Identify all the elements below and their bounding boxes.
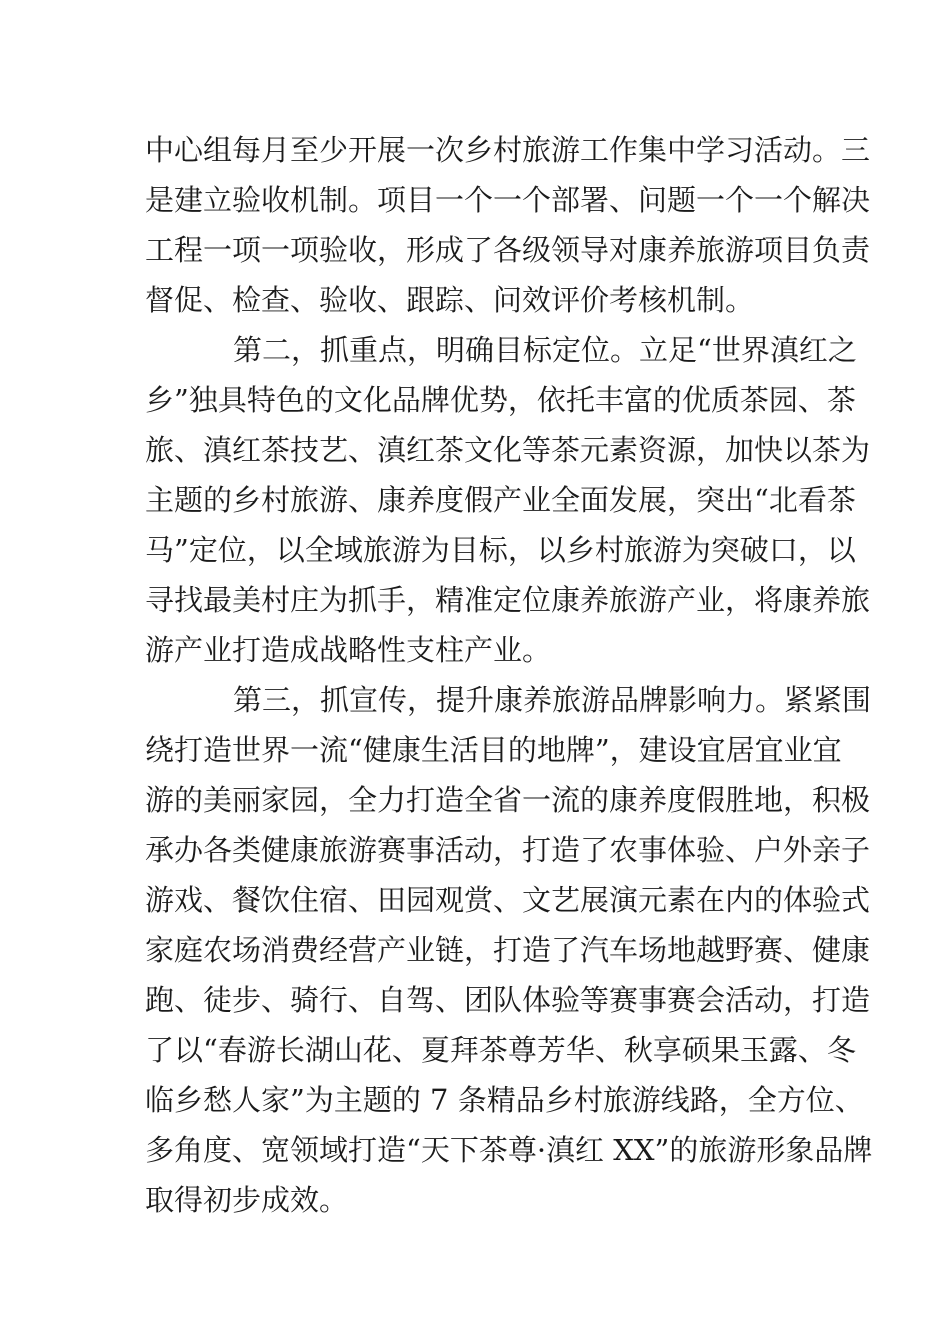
text-line: 游戏、餐饮住宿、田园观赏、文艺展演元素在内的体验式: [145, 883, 871, 917]
text-line: 取得初步成效。: [145, 1183, 349, 1217]
text-line: 乡”独具特色的文化品牌优势，依托丰富的优质茶园、茶: [145, 383, 856, 417]
text-line: 主题的乡村旅游、康养度假产业全面发展，突出“北看茶: [145, 483, 856, 517]
text-line: 了以“春游长湖山花、夏拜茶尊芳华、秋享硕果玉露、冬: [145, 1033, 856, 1067]
text-line: 督促、检查、验收、跟踪、问效评价考核机制。: [145, 283, 755, 317]
text-line: 游产业打造成战略性支柱产业。: [145, 633, 552, 667]
text-line: 工程一项一项验收，形成了各级领导对康养旅游项目负责: [145, 233, 871, 267]
text-line: 家庭农场消费经营产业链，打造了汽车场地越野赛、健康: [145, 933, 871, 967]
paragraph-3-first-line: 第三，抓宣传，提升康养旅游品牌影响力。紧紧围: [233, 683, 872, 717]
text-line: 多角度、宽领域打造“天下茶尊·滇红 XX”的旅游形象品牌: [145, 1133, 873, 1167]
text-line: 临乡愁人家”为主题的 7 条精品乡村旅游线路，全方位、: [145, 1083, 864, 1117]
text-line: 旅、滇红茶技艺、滇红茶文化等茶元素资源，加快以茶为: [145, 433, 871, 467]
text-line: 马”定位，以全域旅游为目标，以乡村旅游为突破口，以: [145, 533, 856, 567]
text-line: 是建立验收机制。项目一个一个部署、问题一个一个解决: [145, 183, 871, 217]
paragraph-2-first-line: 第二，抓重点，明确目标定位。立足“世界滇红之: [233, 333, 857, 367]
text-line: 跑、徒步、骑行、自驾、团队体验等赛事赛会活动，打造: [145, 983, 871, 1017]
text-line: 寻找最美村庄为抓手，精准定位康养旅游产业，将康养旅: [145, 583, 871, 617]
text-line: 中心组每月至少开展一次乡村旅游工作集中学习活动。三: [145, 133, 871, 167]
text-line: 绕打造世界一流“健康生活目的地牌”，建设宜居宜业宜: [145, 733, 842, 767]
text-line: 游的美丽家园，全力打造全省一流的康养度假胜地，积极: [145, 783, 871, 817]
text-line: 承办各类健康旅游赛事活动，打造了农事体验、户外亲子: [145, 833, 871, 867]
